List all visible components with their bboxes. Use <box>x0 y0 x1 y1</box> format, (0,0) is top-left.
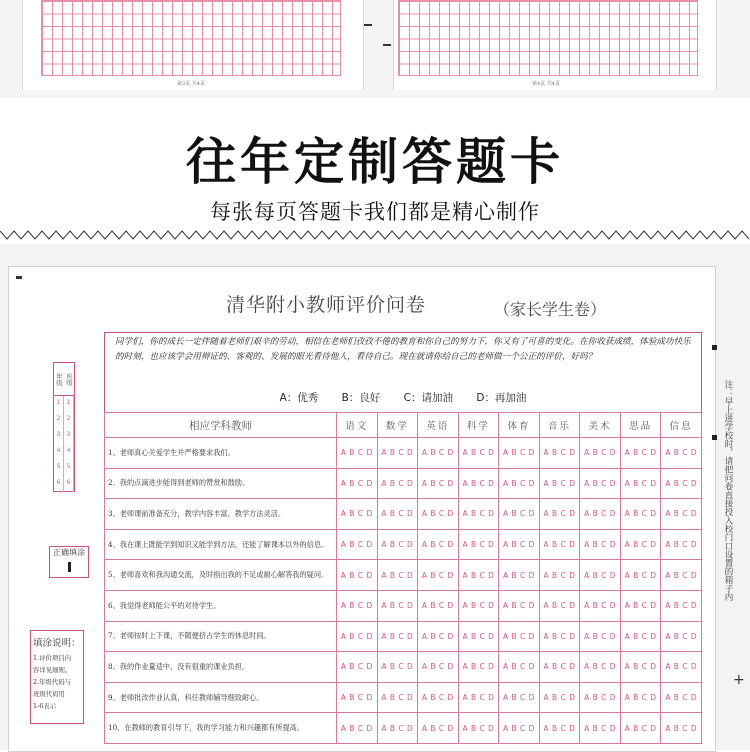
answer-bubbles[interactable]: A B C D <box>377 560 418 591</box>
answer-bubbles[interactable]: A B C D <box>337 499 378 530</box>
answer-bubbles[interactable]: A B C D <box>620 652 661 683</box>
grade-class-box <box>53 362 75 492</box>
answer-bubbles[interactable]: A B C D <box>458 529 499 560</box>
answer-bubbles[interactable]: A B C D <box>499 560 540 591</box>
answer-bubbles[interactable]: A B C D <box>499 438 540 469</box>
answer-bubbles[interactable]: A B C D <box>377 713 418 744</box>
answer-bubbles[interactable]: A B C D <box>661 468 702 499</box>
instructions-heading: 填涂说明： <box>33 638 81 649</box>
answer-bubbles[interactable]: A B C D <box>539 713 580 744</box>
question-text: 6、我觉得老师能公平的对待学生。 <box>105 590 337 621</box>
answer-bubbles[interactable]: A B C D <box>580 529 621 560</box>
answer-bubbles[interactable]: A B C D <box>539 652 580 683</box>
grade-class-row <box>54 412 74 428</box>
class-bubble[interactable]: 3 <box>64 428 74 444</box>
answer-bubbles[interactable]: A B C D <box>377 529 418 560</box>
answer-bubbles[interactable]: A B C D <box>458 438 499 469</box>
question-text: 1、老师真心关爱学生并严格要求我们。 <box>105 438 337 469</box>
answer-bubbles[interactable]: A B C D <box>418 529 459 560</box>
table-row <box>105 560 702 591</box>
class-bubble[interactable]: 6 <box>64 476 74 492</box>
answer-sheet-page-3 <box>22 0 364 90</box>
answer-bubbles[interactable]: A B C D <box>539 590 580 621</box>
grade-class-row <box>54 396 74 412</box>
writing-grid <box>398 0 698 76</box>
grade-class-row <box>54 428 74 444</box>
answer-bubbles[interactable]: A B C D <box>458 682 499 713</box>
table-row <box>105 529 702 560</box>
subject-header: 音乐 <box>539 413 580 438</box>
answer-bubbles[interactable]: A B C D <box>580 438 621 469</box>
answer-bubbles[interactable]: A B C D <box>620 682 661 713</box>
table-row <box>105 713 702 744</box>
answer-bubbles[interactable]: A B C D <box>377 468 418 499</box>
answer-bubbles[interactable]: A B C D <box>620 468 661 499</box>
grade-bubble[interactable]: 3 <box>54 428 64 444</box>
zigzag-divider <box>0 228 750 242</box>
teacher-header: 相应学科教师 <box>105 413 337 438</box>
answer-bubbles[interactable]: A B C D <box>499 499 540 530</box>
grade-class-row <box>54 444 74 460</box>
timing-mark <box>712 345 717 350</box>
instruction-line: 1-6表示 <box>33 702 57 710</box>
answer-bubbles[interactable]: A B C D <box>539 468 580 499</box>
answer-bubbles[interactable]: A B C D <box>458 560 499 591</box>
answer-bubbles[interactable]: A B C D <box>418 560 459 591</box>
separator-dash <box>383 44 391 46</box>
answer-bubbles[interactable]: A B C D <box>539 529 580 560</box>
answer-bubbles[interactable]: A B C D <box>418 438 459 469</box>
answer-bubbles[interactable]: A B C D <box>580 499 621 530</box>
answer-bubbles[interactable]: A B C D <box>337 621 378 652</box>
table-row <box>105 621 702 652</box>
top-sheet-strip <box>0 0 750 98</box>
answer-bubbles[interactable]: A B C D <box>580 468 621 499</box>
grade-bubble[interactable]: 6 <box>54 476 64 492</box>
grade-bubble[interactable]: 2 <box>54 412 64 428</box>
table-row <box>105 438 702 469</box>
legend-b: B：良好 <box>341 392 381 404</box>
instruction-line: 班级代码用 <box>33 690 65 698</box>
answer-bubbles[interactable]: A B C D <box>499 621 540 652</box>
answer-bubbles[interactable]: A B C D <box>620 499 661 530</box>
answer-bubbles[interactable]: A B C D <box>458 713 499 744</box>
answer-bubbles[interactable]: A B C D <box>580 652 621 683</box>
intro-paragraph: 同学们，你的成长一定伴随着老师们艰辛的劳动，相信在老师们孜孜不倦的教育和你自己的努力下，你又有了可喜的变化。在你收获成绩，体验成功快乐的时刻，也应该学会用辩证的、客观的、发展的眼光看待他人，看待自己。现在就请你给自己的老师做一个公正的评价，好吗？ <box>104 332 702 384</box>
instruction-line: 2.年级代码与 <box>33 678 72 686</box>
instruction-line: 1.评价项目内 <box>33 654 72 662</box>
question-text: 10、在教师的教育引导下，我的学习能力和兴趣都有所提高。 <box>105 713 337 744</box>
table-row <box>105 499 702 530</box>
question-text: 7、老师按时上下课，不随便挤占学生的休息时间。 <box>105 621 337 652</box>
edge-tick <box>16 276 22 279</box>
answer-bubbles[interactable]: A B C D <box>418 468 459 499</box>
answer-sheet-page-4 <box>393 0 717 90</box>
answer-bubbles[interactable]: A B C D <box>580 713 621 744</box>
answer-bubbles[interactable]: A B C D <box>458 621 499 652</box>
answer-bubbles[interactable]: A B C D <box>661 499 702 530</box>
card-subtitle: （家长学生卷） <box>494 300 607 319</box>
class-label: 班级 <box>65 372 73 386</box>
class-bubble[interactable]: 1 <box>64 396 74 412</box>
answer-bubbles[interactable]: A B C D <box>337 438 378 469</box>
side-note: 注：早上进学校时，请把问卷直接投入校门口设置的箱子内 <box>723 380 733 601</box>
answer-bubbles[interactable]: A B C D <box>458 468 499 499</box>
subject-header: 思品 <box>620 413 661 438</box>
subject-header: 英语 <box>418 413 459 438</box>
answer-bubbles[interactable]: A B C D <box>661 438 702 469</box>
class-bubble[interactable]: 5 <box>64 460 74 476</box>
answer-bubbles[interactable]: A B C D <box>377 438 418 469</box>
answer-bubbles[interactable]: A B C D <box>661 682 702 713</box>
separator-dash <box>364 24 372 26</box>
page-label: 第4页 共4页 <box>532 81 560 87</box>
subject-header: 数学 <box>377 413 418 438</box>
banner-subtitle: 每张每页答题卡我们都是精心制作 <box>210 200 540 224</box>
grade-bubble[interactable]: 5 <box>54 460 64 476</box>
answer-bubbles[interactable]: A B C D <box>418 682 459 713</box>
legend-a: A：优秀 <box>279 392 319 404</box>
subject-header: 体育 <box>499 413 540 438</box>
answer-bubbles[interactable]: A B C D <box>620 438 661 469</box>
answer-bubbles[interactable]: A B C D <box>499 713 540 744</box>
answer-bubbles[interactable]: A B C D <box>661 621 702 652</box>
answer-bubbles[interactable]: A B C D <box>620 529 661 560</box>
answer-bubbles[interactable]: A B C D <box>337 529 378 560</box>
banner-title: 往年定制答题卡 <box>186 133 564 191</box>
subject-header: 信息 <box>661 413 702 438</box>
card-title: 清华附小教师评价问卷 <box>226 294 427 316</box>
answer-bubbles[interactable]: A B C D <box>499 652 540 683</box>
grade-bubble[interactable]: 1 <box>54 396 64 412</box>
fill-mark-icon <box>68 562 71 572</box>
fill-label: 正确填涂 <box>53 548 85 557</box>
answer-bubbles[interactable]: A B C D <box>377 499 418 530</box>
class-bubble[interactable]: 2 <box>64 412 74 428</box>
table-row <box>105 590 702 621</box>
answer-bubbles[interactable]: A B C D <box>418 621 459 652</box>
writing-grid <box>41 0 341 76</box>
answer-bubbles[interactable]: A B C D <box>377 652 418 683</box>
answer-bubbles[interactable]: A B C D <box>458 652 499 683</box>
answer-bubbles[interactable]: A B C D <box>377 682 418 713</box>
answer-bubbles[interactable]: A B C D <box>337 682 378 713</box>
answer-bubbles[interactable]: A B C D <box>499 590 540 621</box>
evaluation-table <box>104 412 702 744</box>
question-text: 4、我在课上既能学到知识又能学到方法，还能了解课本以外的信息。 <box>105 529 337 560</box>
grade-class-row <box>54 476 74 492</box>
answer-bubbles[interactable]: A B C D <box>539 682 580 713</box>
answer-bubbles[interactable]: A B C D <box>620 590 661 621</box>
table-row <box>105 652 702 683</box>
question-text: 3、老师课前准备充分，教学内容丰富，教学方法灵活。 <box>105 499 337 530</box>
answer-bubbles[interactable]: A B C D <box>620 621 661 652</box>
answer-bubbles[interactable]: A B C D <box>539 438 580 469</box>
grade-label: 年级 <box>55 372 63 386</box>
answer-bubbles[interactable]: A B C D <box>620 560 661 591</box>
answer-bubbles[interactable]: A B C D <box>620 713 661 744</box>
answer-bubbles[interactable]: A B C D <box>661 652 702 683</box>
instruction-line: 容详见细则。 <box>33 666 72 674</box>
answer-bubbles[interactable]: A B C D <box>580 560 621 591</box>
answer-bubbles[interactable]: A B C D <box>377 621 418 652</box>
answer-bubbles[interactable]: A B C D <box>337 590 378 621</box>
page-label: 第3页 共4页 <box>177 81 205 87</box>
answer-bubbles[interactable]: A B C D <box>539 499 580 530</box>
subject-header: 语文 <box>337 413 378 438</box>
question-text: 5、老师喜欢和我沟通交流，及时指出我的不足或耐心解答我的疑问。 <box>105 560 337 591</box>
legend-c: C：请加油 <box>403 392 453 404</box>
table-row <box>105 468 702 499</box>
question-text: 9、老师批改作业认真，科任教师辅导细致耐心。 <box>105 682 337 713</box>
answer-bubbles[interactable]: A B C D <box>418 499 459 530</box>
subject-header: 美术 <box>580 413 621 438</box>
correct-fill-example <box>49 546 89 578</box>
grade-class-row <box>54 460 74 476</box>
answer-bubbles[interactable]: A B C D <box>418 652 459 683</box>
rating-legend <box>104 384 702 412</box>
table-row <box>105 682 702 713</box>
answer-bubbles[interactable]: A B C D <box>337 713 378 744</box>
plus-icon: + <box>733 672 745 688</box>
class-bubble[interactable]: 4 <box>64 444 74 460</box>
answer-bubbles[interactable]: A B C D <box>580 590 621 621</box>
subject-header: 科学 <box>458 413 499 438</box>
answer-bubbles[interactable]: A B C D <box>661 590 702 621</box>
answer-bubbles[interactable]: A B C D <box>418 590 459 621</box>
question-text: 2、我的点滴进步能得到老师的赞赏和鼓励。 <box>105 468 337 499</box>
answer-bubbles[interactable]: A B C D <box>499 468 540 499</box>
timing-mark <box>712 435 717 440</box>
answer-bubbles[interactable]: A B C D <box>499 529 540 560</box>
answer-bubbles[interactable]: A B C D <box>458 590 499 621</box>
answer-bubbles[interactable]: A B C D <box>337 560 378 591</box>
answer-bubbles[interactable]: A B C D <box>661 560 702 591</box>
answer-bubbles[interactable]: A B C D <box>377 590 418 621</box>
answer-bubbles[interactable]: A B C D <box>337 652 378 683</box>
answer-bubbles[interactable]: A B C D <box>580 682 621 713</box>
answer-bubbles[interactable]: A B C D <box>539 560 580 591</box>
answer-bubbles[interactable]: A B C D <box>499 682 540 713</box>
answer-bubbles[interactable]: A B C D <box>337 468 378 499</box>
answer-bubbles[interactable]: A B C D <box>458 499 499 530</box>
question-text: 8、我的作业量适中，没有很重的课业负担。 <box>105 652 337 683</box>
answer-bubbles[interactable]: A B C D <box>418 713 459 744</box>
answer-bubbles[interactable]: A B C D <box>539 621 580 652</box>
grade-bubble[interactable]: 4 <box>54 444 64 460</box>
answer-bubbles[interactable]: A B C D <box>580 621 621 652</box>
answer-bubbles[interactable]: A B C D <box>661 713 702 744</box>
fill-instructions <box>30 630 84 724</box>
legend-d: D：再加油 <box>476 392 527 404</box>
answer-bubbles[interactable]: A B C D <box>661 529 702 560</box>
